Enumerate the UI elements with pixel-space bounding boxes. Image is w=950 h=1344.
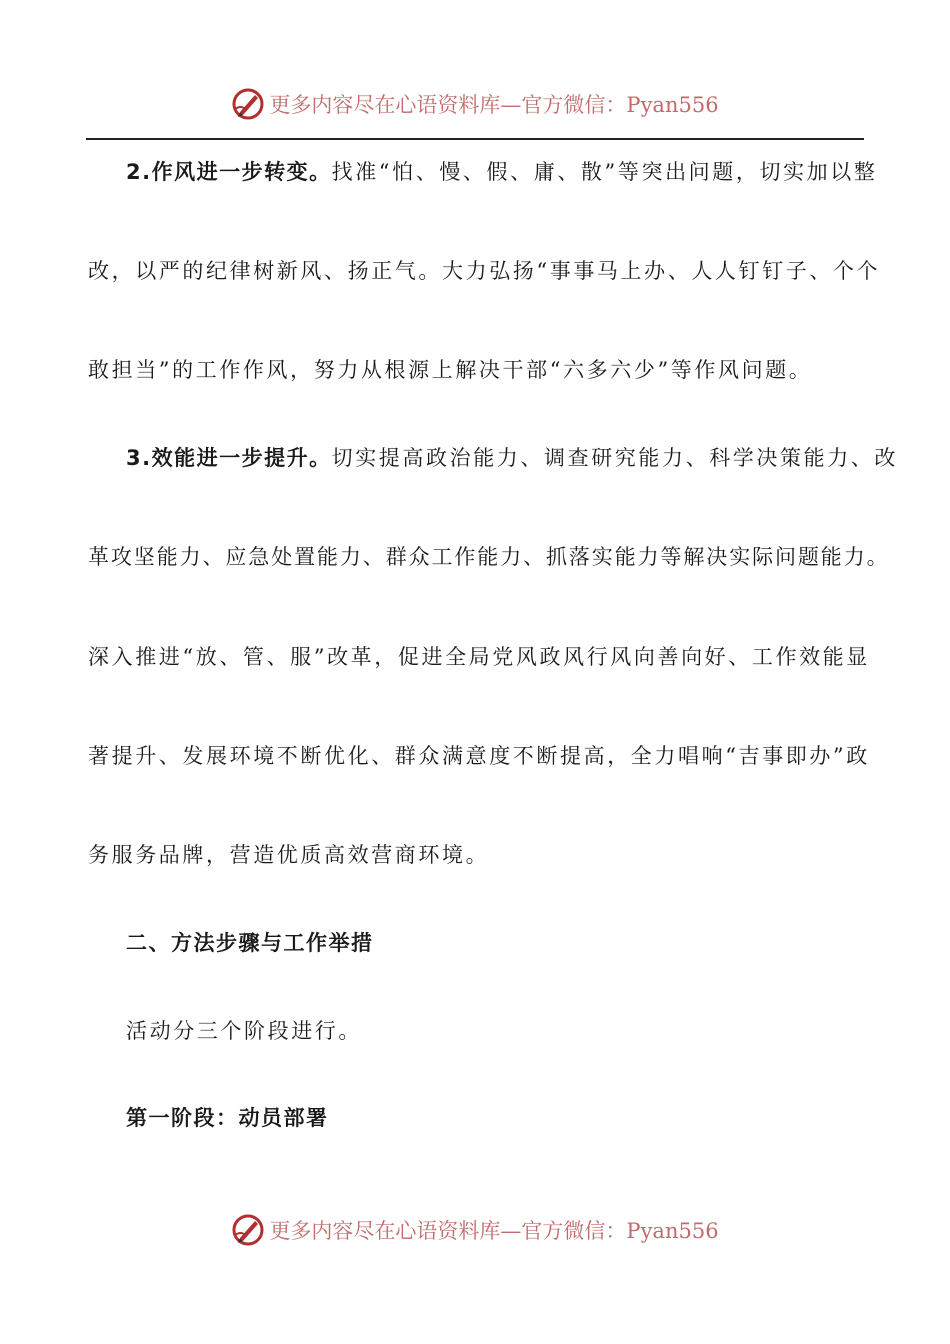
para3-line-3: 深入推进“放、管、服”改革，促进全局党风政风行风向善向好、工作效能显 — [88, 645, 870, 669]
footer-banner-text: 更多内容尽在心语资料库—官方微信：Pyan556 — [269, 1219, 719, 1243]
para3-heading: 3.效能进一步提升。 — [126, 446, 332, 470]
footer-banner — [0, 1210, 950, 1250]
para2-line-3: 敢担当”的工作作风，努力从根源上解决干部“六多六少”等作风问题。 — [88, 358, 813, 382]
para3-line-4: 著提升、发展环境不断优化、群众满意度不断提高，全力唱响“吉事即办”政 — [88, 744, 870, 768]
header-banner — [0, 84, 950, 124]
pen-logo-icon — [231, 1213, 265, 1247]
section2-intro: 活动分三个阶段进行。 — [126, 1019, 362, 1043]
para2-line-1 — [126, 157, 877, 187]
pen-logo-icon — [231, 87, 265, 121]
para3-line-1-text: 切实提高政治能力、调查研究能力、科学决策能力、改 — [331, 446, 898, 470]
para2-line-2: 改，以严的纪律树新风、扬正气。大力弘扬“事事马上办、人人钉钉子、个个 — [88, 259, 881, 283]
para3-line-2: 革攻坚能力、应急处置能力、群众工作能力、抓落实能力等解决实际问题能力。 — [88, 545, 890, 569]
para3-line-5: 务服务品牌，营造优质高效营商环境。 — [88, 843, 490, 867]
section2-heading: 二、方法步骤与工作举措 — [126, 931, 374, 955]
para2-heading: 2.作风进一步转变。 — [126, 160, 332, 184]
header-divider — [86, 138, 864, 140]
header-banner-text: 更多内容尽在心语资料库—官方微信：Pyan556 — [269, 93, 719, 117]
para3-line-1 — [126, 443, 898, 473]
para2-line-1-text: 找准“怕、慢、假、庸、散”等突出问题，切实加以整 — [331, 160, 878, 184]
stage1-heading: 第一阶段：动员部署 — [126, 1106, 329, 1130]
